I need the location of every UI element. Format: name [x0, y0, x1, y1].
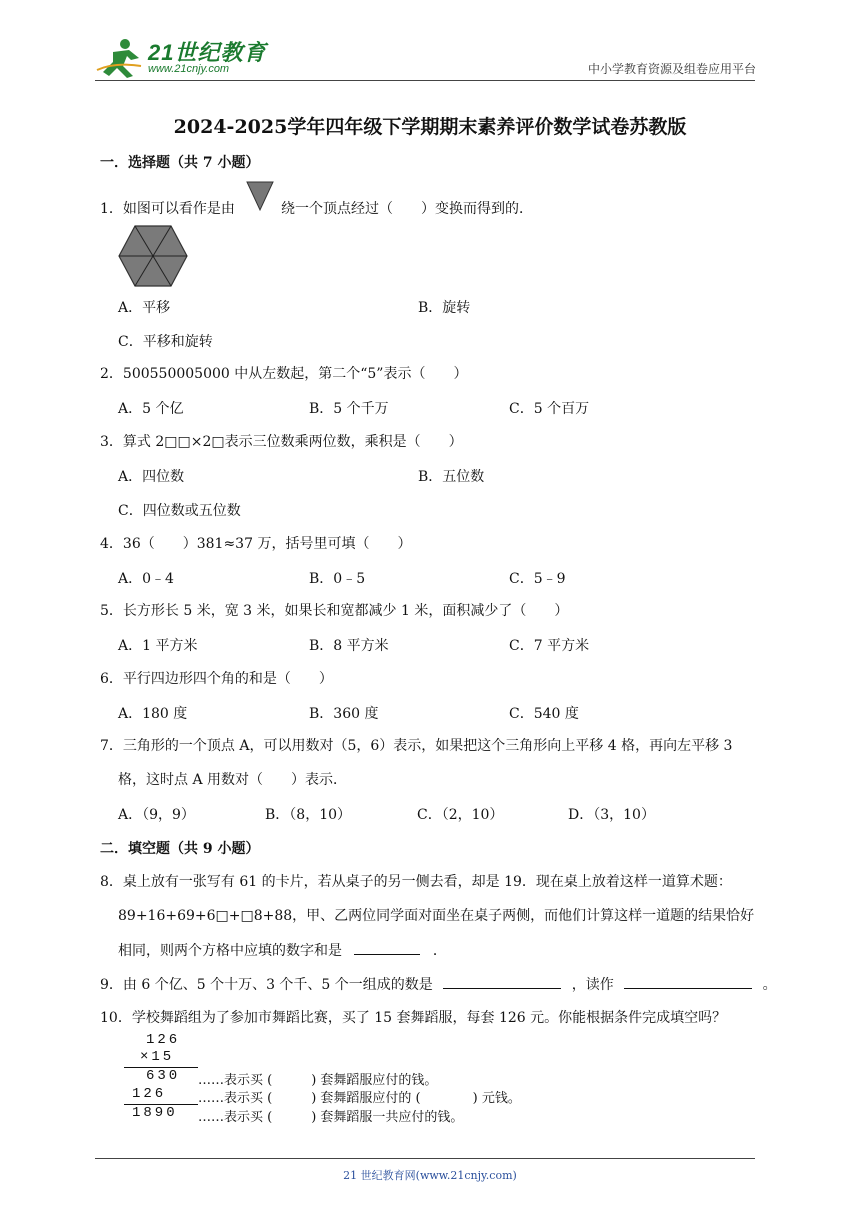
- q1-option-a: A．平移: [118, 300, 171, 316]
- logo-url: www.21cnjy.com: [148, 63, 230, 75]
- q5-option-b: B．8 平方米: [309, 638, 389, 654]
- header-platform-text: 中小学教育资源及组卷应用平台: [587, 62, 756, 76]
- q3-option-a: A．四位数: [118, 469, 185, 485]
- q4-option-a: A．0﹣4: [118, 571, 174, 587]
- q7-option-d: D．（3，10）: [568, 807, 655, 823]
- q2-option-a: A．5 个亿: [118, 401, 184, 417]
- question-5-text: 5．长方形长 5 米，宽 3 米，如果长和宽都减少 1 米，面积减少了（ ）: [100, 603, 569, 619]
- question-7-line-1: 7．三角形的一个顶点 A，可以用数对（5，6）表示，如果把这个三角形向上平移 4 格，再向左平移 3: [100, 738, 733, 754]
- q6-option-a: A．180 度: [118, 706, 188, 722]
- q2-option-b: B．5 个千万: [309, 401, 389, 417]
- triangle-icon: [245, 180, 275, 212]
- question-1-text-a: 1．如图可以看作是由: [100, 201, 235, 217]
- footer-text: 21 世纪教育网(www.21cnjy.com): [343, 1169, 517, 1182]
- multiplication-diagram: [118, 1032, 548, 1124]
- q6-option-c: C．540 度: [509, 706, 579, 722]
- q7-option-c: C．（2，10）: [417, 807, 504, 823]
- question-9-text-c: 。: [762, 977, 777, 993]
- q4-option-c: C．5﹣9: [509, 571, 566, 587]
- question-9-text-a: 9．由 6 个亿、5 个十万、3 个千、5 个一组成的数是: [100, 977, 433, 993]
- calc-row-partial-2: 126: [132, 1086, 167, 1102]
- question-1-text-b: 绕一个顶点经过（ ）变换而得到的．: [281, 201, 533, 217]
- question-8-line-3-text: 相同，则两个方格中应填的数字和是: [118, 943, 342, 959]
- page-title: 2024-2025学年四年级下学期期末素养评价数学试卷苏教版: [173, 116, 687, 138]
- q5-option-c: C．7 平方米: [509, 638, 590, 654]
- q9-reading-blank[interactable]: [624, 974, 752, 989]
- question-4-text: 4．36（ ）381≈37 万，括号里可填（ ）: [100, 536, 412, 552]
- q3-option-c: C．四位数或五位数: [118, 503, 241, 519]
- q1-option-b: B．旋转: [418, 300, 471, 316]
- q5-option-a: A．1 平方米: [118, 638, 198, 654]
- calc-note-2: ……表示买 ( ) 套舞蹈服应付的 ( ) 元钱。: [198, 1091, 521, 1106]
- question-9-text-b: ，读作: [571, 977, 614, 993]
- hexagon-figure-icon: [117, 224, 189, 288]
- q4-option-b: B．0﹣5: [309, 571, 366, 587]
- calc-note-3: ……表示买 ( ) 套舞蹈服一共应付的钱。: [198, 1110, 464, 1125]
- q3-option-b: B．五位数: [418, 469, 485, 485]
- section-heading-choice: 一．选择题（共 7 小题）: [100, 155, 260, 171]
- calc-row-multiplier: ×15: [140, 1049, 175, 1065]
- question-3-text: 3．算式 2□□×2□表示三位数乘两位数，乘积是（ ）: [100, 434, 463, 450]
- calc-row-multiplicand: 126: [146, 1032, 181, 1048]
- question-8-line-2: 89+16+69+6□+□8+88，甲、乙两位同学面对面坐在桌子两侧，而他们计算这样一道题的结果恰好: [118, 908, 755, 924]
- section-heading-fill: 二．填空题（共 9 小题）: [100, 841, 260, 857]
- question-8-line-3-end: ．: [432, 943, 447, 959]
- logo-text: 21世纪教育: [148, 40, 267, 65]
- question-8-line-1: 8．桌上放有一张写有 61 的卡片，若从桌子的另一侧去看，却是 19．现在桌上放着这样一道算术题：: [100, 874, 732, 890]
- question-9-text: [100, 974, 777, 995]
- question-8-line-3: [118, 940, 447, 961]
- header-divider: [95, 80, 755, 81]
- q7-option-a: A．（9，9）: [118, 807, 195, 823]
- calc-row-partial-1: 630: [146, 1068, 181, 1084]
- q7-option-b: B．（8，10）: [265, 807, 352, 823]
- q6-option-b: B．360 度: [309, 706, 379, 722]
- q9-number-blank[interactable]: [443, 974, 561, 989]
- question-7-line-2: 格，这时点 A 用数对（ ）表示．: [118, 772, 348, 788]
- question-10-text: 10．学校舞蹈组为了参加市舞蹈比赛，买了 15 套舞蹈服，每套 126 元。你能根据条件完成填空吗？: [100, 1010, 727, 1026]
- q8-answer-blank[interactable]: [354, 940, 420, 955]
- question-6-text: 6．平行四边形四个角的和是（ ）: [100, 671, 333, 687]
- q2-option-c: C．5 个百万: [509, 401, 590, 417]
- question-2-text: 2．500550005000 中从左数起，第二个“5”表示（ ）: [100, 366, 468, 382]
- footer-divider: [95, 1158, 755, 1159]
- calc-note-1: ……表示买 ( ) 套舞蹈服应付的钱。: [198, 1073, 438, 1088]
- q1-option-c: C．平移和旋转: [118, 334, 213, 350]
- calc-row-product: 1890: [132, 1105, 178, 1121]
